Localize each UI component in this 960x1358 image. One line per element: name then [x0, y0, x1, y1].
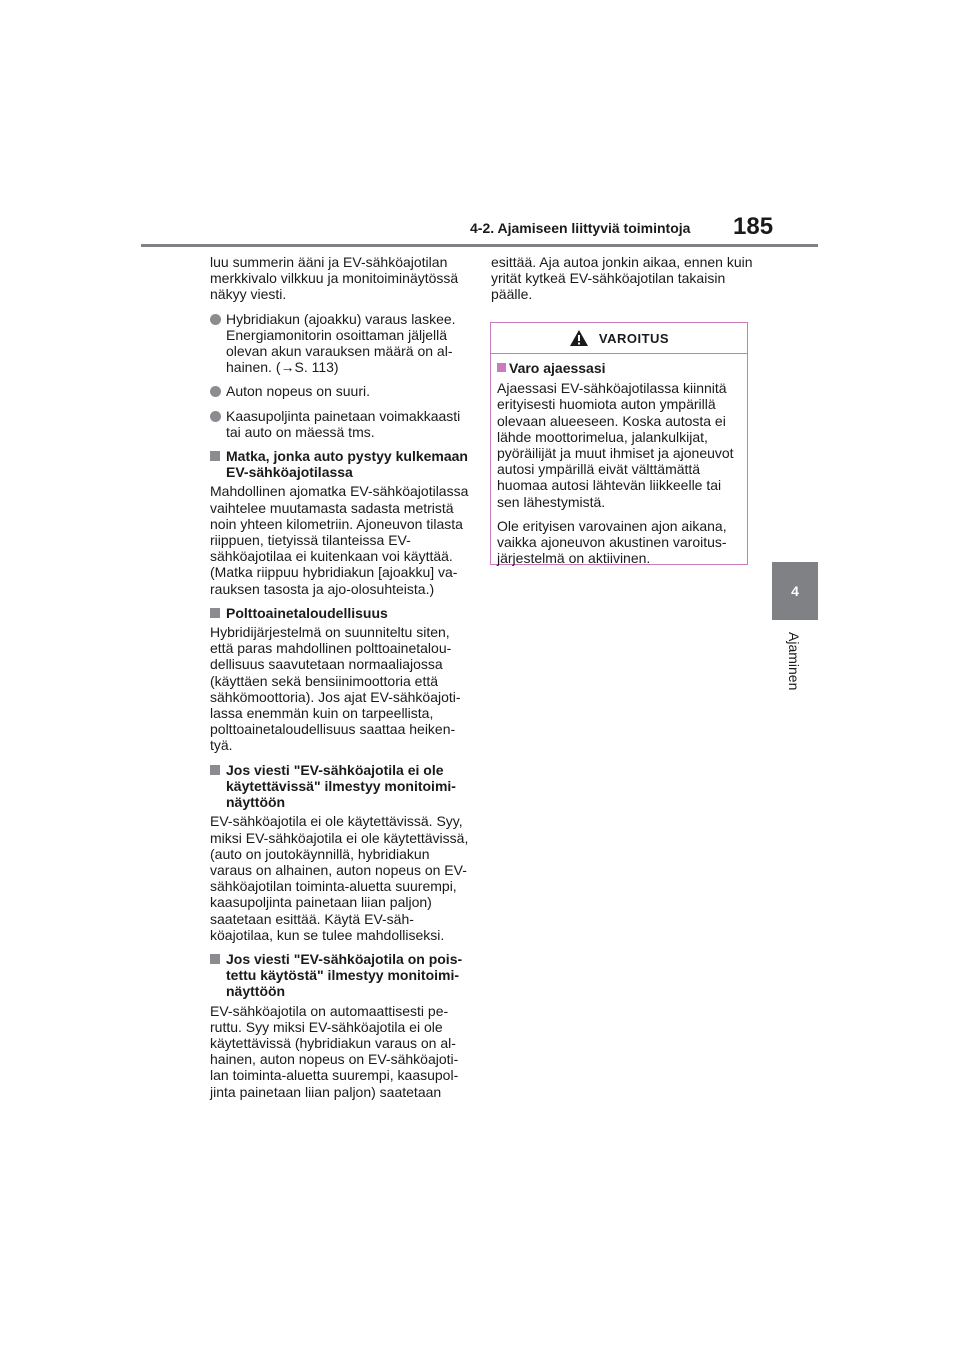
- chapter-label: Ajaminen: [786, 632, 802, 691]
- header-divider: [141, 244, 818, 247]
- intro-paragraph: luu summerin ääni ja EV-sähköajotilan merkkivalo vilkkuu ja monitoiminäytössä näkyy viesti.: [210, 254, 459, 303]
- left-column: [210, 254, 472, 1108]
- bullet-icon: [210, 411, 221, 422]
- header-section-title: 4-2. Ajamiseen liittyviä toimintoja: [470, 220, 691, 236]
- section-heading-text: Jos viesti "EV-sähköajotila ei ole käytettävissä" ilmestyy monitoiminäyttöön: [226, 761, 456, 811]
- bullet-text: Kaasupoljinta painetaan voimakkaasti tai auto on mäessä tms.: [226, 407, 461, 440]
- warning-label: VAROITUS: [598, 330, 670, 346]
- list-item: [210, 383, 472, 399]
- section-heading: [210, 448, 472, 480]
- warning-paragraph: Ole erityisen varovainen ajon aikana, vaikka ajoneuvon akustinen varoitusjärjestelmä on aktiivinen.: [497, 517, 727, 567]
- section-heading-text: Jos viesti "EV-sähköajotila on poistettu käytöstä" ilmestyy monitoiminäyttöön: [226, 950, 463, 1000]
- bullet-text: Auton nopeus on suuri.: [226, 383, 370, 400]
- warning-paragraph: Ajaessasi EV-sähköajotilassa kiinnitä erityisesti huomiota auton ympärillä olevaan alueeseen. Koska autosta ei lähde moottorimelua, jalankulkijat, pyöräilijät ja muut ihmiset ja ajoneuvot autosi ympärillä eivät välttämättä huomaa autosi lähtevän liikkeelle tai sen lähestymistä.: [497, 380, 734, 510]
- warning-box: [490, 322, 748, 565]
- right-column: [491, 254, 753, 311]
- warning-title: [497, 360, 741, 376]
- section-paragraph: Hybridijärjestelmä on suunniteltu siten, että paras mahdollinen polttoainetaloudellisuus saavutetaan normaaliajossa (käyttäen sekä bensiinimoottoria että sähkömoottoria). Jos ajat EV-sähköajotilassa enemmän kuin on tarpeellista, polttoainetaloudellisuus saattaa heikentyä.: [210, 624, 461, 754]
- bullet-text: Hybridiakun (ajoakku) varaus laskee. Energiamonitorin osoittaman jäljellä olevan akun varauksen määrä on alhainen. (→S. 113): [226, 310, 456, 376]
- bullet-icon: [210, 386, 221, 397]
- section-heading: [210, 762, 472, 811]
- section-paragraph: EV-sähköajotila ei ole käytettävissä. Syy, miksi EV-sähköajotila ei ole käytettävissä, (auto on joutokäynnillä, hybridiakun varaus on alhainen, auton nopeus on EV-sähköajotilan toiminta-aluetta suurempi, kaasupoljinta painetaan liian paljon) saatetaan esittää. Käytä EV-sähköajotilaa, kun se tulee mahdolliseksi.: [210, 813, 469, 943]
- warning-title-text: Varo ajaessasi: [509, 360, 606, 376]
- section-paragraph: Mahdollinen ajomatka EV-sähköajotilassa vaihtelee muutamasta sadasta metristä noin yhteen kilometriin. Ajoneuvon tilasta riippuen, tietyissä tilanteissa EV-sähköajotilaa ei kuitenkaan voi käyttää. (Matka riippuu hybridiakun [ajoakku] varauksen tasosta ja ajo-olosuhteista.): [210, 483, 469, 597]
- list-item: [210, 311, 472, 376]
- square-bullet-icon: [210, 451, 220, 461]
- warning-triangle-icon: [569, 329, 589, 347]
- section-heading-text: Polttoainetaloudellisuus: [226, 604, 388, 621]
- square-bullet-icon: [210, 765, 220, 775]
- chapter-tab: [772, 562, 818, 620]
- square-bullet-icon: [497, 363, 506, 372]
- list-item: [210, 408, 472, 440]
- bullet-icon: [210, 314, 221, 325]
- chapter-number: 4: [791, 583, 799, 599]
- section-heading: [210, 951, 472, 1000]
- section-heading-text: Matka, jonka auto pystyy kulkemaan EV-sähköajotilassa: [226, 448, 468, 481]
- page-number: 185: [733, 213, 774, 240]
- square-bullet-icon: [210, 608, 220, 618]
- warning-header: [491, 323, 747, 354]
- square-bullet-icon: [210, 954, 220, 964]
- continuation-paragraph: esittää. Aja autoa jonkin aikaa, ennen kuin yrität kytkeä EV-sähköajotilan takaisin päälle.: [491, 254, 753, 303]
- warning-body: [491, 354, 747, 566]
- section-heading: [210, 605, 472, 621]
- section-paragraph: EV-sähköajotila on automaattisesti peruttu. Syy miksi EV-sähköajotila ei ole käytettävissä (hybridiakun varaus on alhainen, auton nopeus on EV-sähköajotilan toiminta-aluetta suurempi, kaasupoljinta painetaan liian paljon) saatetaan: [210, 1002, 459, 1100]
